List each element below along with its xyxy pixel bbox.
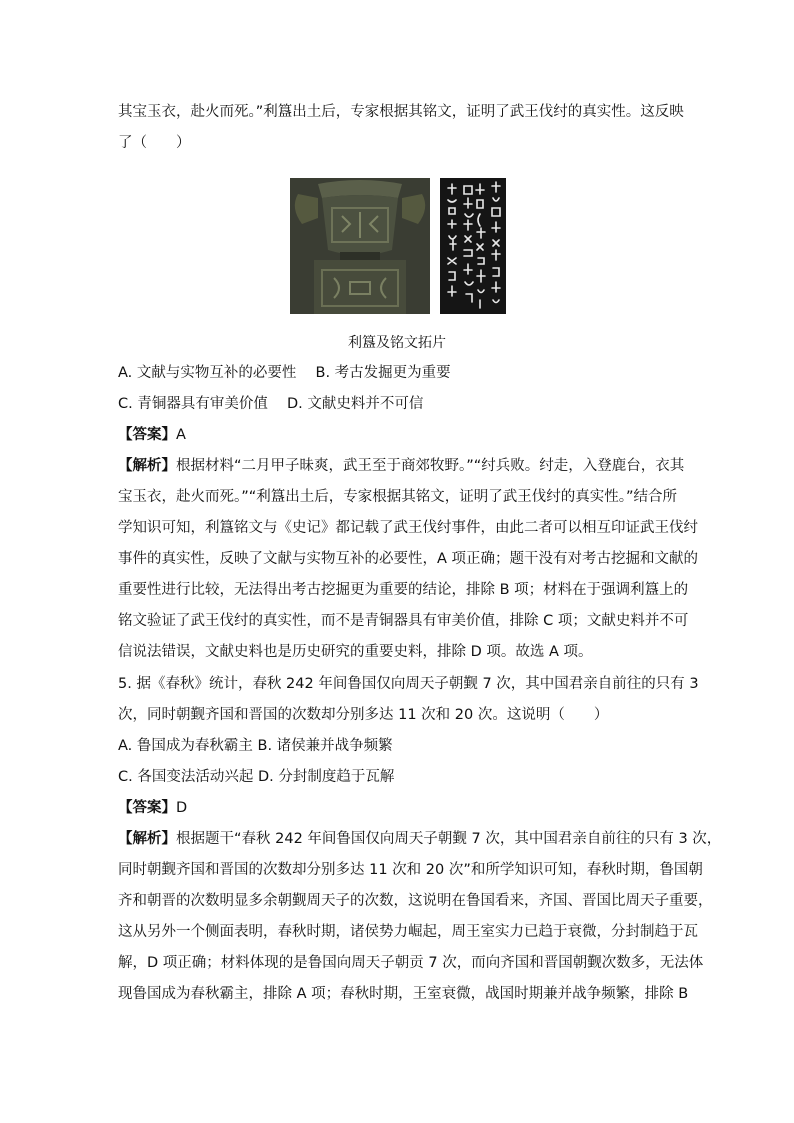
analysis-text: 信说法错误，文献史料也是历史研究的重要史料，排除 D 项。故选 A 项。 bbox=[118, 644, 593, 660]
analysis-line bbox=[118, 456, 684, 476]
question-text-line: 了（ ） bbox=[118, 135, 191, 151]
analysis-text: 现鲁国成为春秋霸主，排除 A 项；春秋时期，王室衰微，战国时期兼并战争频繁，排除 B bbox=[118, 986, 689, 1002]
answer-label: 【答案】 bbox=[118, 427, 176, 443]
question-stem: 5. 据《春秋》统计，春秋 242 年间鲁国仅向周天子朝觐 7 次，其中国君亲自前往的只有 3 bbox=[118, 676, 699, 692]
analysis-text: 事件的真实性，反映了文献与实物互补的必要性，A 项正确；题干没有对考古挖掘和文献的 bbox=[118, 551, 699, 567]
inscription-rubbing-image bbox=[440, 178, 506, 314]
options-row: A. 鲁国成为春秋霸主 B. 诸侯兼并战争频繁 bbox=[118, 738, 393, 754]
analysis-line bbox=[118, 829, 721, 849]
figure-caption: 利簋及铭文拓片 bbox=[348, 335, 446, 351]
figure bbox=[290, 178, 506, 314]
answer-label: 【答案】 bbox=[118, 800, 176, 816]
question-stem: 次，同时朝觐齐国和晋国的次数却分别多达 11 次和 20 次。这说明（ ） bbox=[118, 707, 609, 723]
analysis-text: 重要性进行比较，无法得出考古挖掘更为重要的结论，排除 B 项；材料在于强调利簋上的 bbox=[118, 582, 689, 598]
bronze-vessel-image bbox=[290, 178, 430, 314]
answer-line bbox=[118, 425, 186, 445]
options-row: A. 文献与实物互补的必要性 B. 考古发掘更为重要 bbox=[118, 365, 451, 381]
question-text-line: 其宝玉衣，赴火而死。”利簋出土后，专家根据其铭文，证明了武王伐纣的真实性。这反映 bbox=[118, 104, 684, 120]
answer-value: D bbox=[176, 800, 188, 816]
analysis-label: 【解析】 bbox=[118, 831, 176, 847]
analysis-text: 同时朝觐齐国和晋国的次数却分别多达 11 次和 20 次”和所学知识可知，春秋时期，鲁国朝 bbox=[118, 862, 703, 878]
analysis-text: 齐和朝晋的次数明显多余朝觐周天子的次数，这说明在鲁国看来，齐国、晋国比周天子重要， bbox=[118, 893, 713, 909]
answer-value: A bbox=[176, 427, 186, 443]
analysis-text: 学知识可知，利簋铭文与《史记》都记载了武王伐纣事件，由此二者可以相互印证武王伐纣 bbox=[118, 520, 698, 536]
analysis-text: 根据题干“春秋 242 年间鲁国仅向周天子朝觐 7 次，其中国君亲自前往的只有 3 次， bbox=[176, 831, 722, 847]
analysis-text: 根据材料“二月甲子昧爽，武王至于商郊牧野。”“纣兵败。纣走，入登鹿台，衣其 bbox=[176, 458, 685, 474]
analysis-text: 这从另外一个侧面表明，春秋时期，诸侯势力崛起，周王室实力已趋于衰微，分封制趋于瓦 bbox=[118, 924, 698, 940]
analysis-text: 解，D 项正确；材料体现的是鲁国向周天子朝贡 7 次，而向齐国和晋国朝觐次数多，无法体 bbox=[118, 955, 704, 971]
analysis-text: 铭文验证了武王伐纣的真实性，而不是青铜器具有审美价值，排除 C 项；文献史料并不可 bbox=[118, 613, 689, 629]
options-row: C. 各国变法活动兴起 D. 分封制度趋于瓦解 bbox=[118, 769, 395, 785]
analysis-label: 【解析】 bbox=[118, 458, 176, 474]
answer-line bbox=[118, 798, 187, 818]
analysis-text: 宝玉衣，赴火而死。”“利簋出土后，专家根据其铭文，证明了武王伐纣的真实性。”结合所 bbox=[118, 489, 678, 505]
options-row: C. 青铜器具有审美价值 D. 文献史料并不可信 bbox=[118, 396, 424, 412]
